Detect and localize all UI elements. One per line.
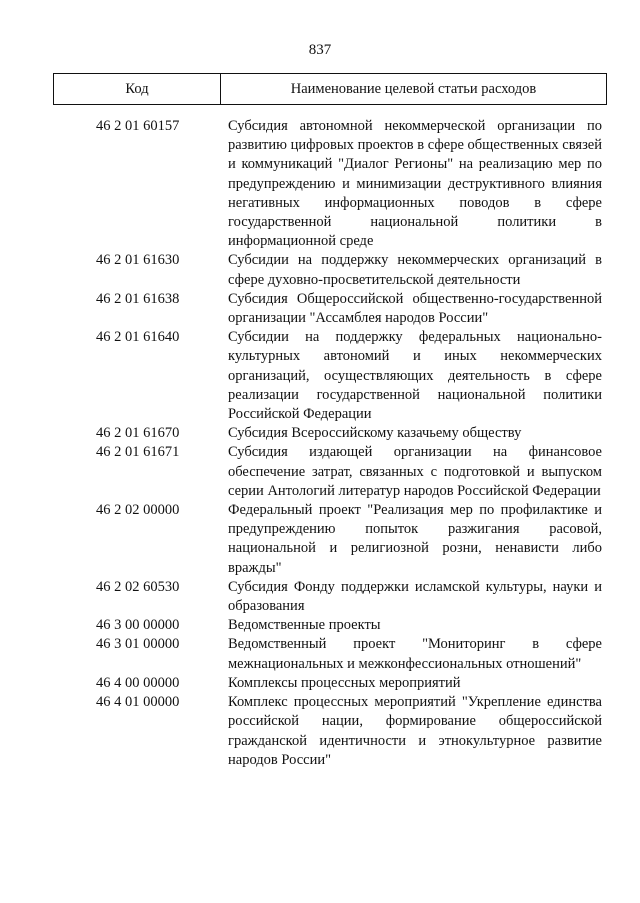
- row-code: 46 2 01 61640: [96, 329, 180, 346]
- row-text: Субсидия Общероссийской общественно-государственной организации "Ассамблея народов России": [228, 290, 602, 327]
- row-code: 46 2 02 60530: [96, 578, 180, 595]
- row-code: 46 3 01 00000: [96, 636, 180, 653]
- table-row: [0, 578, 640, 616]
- table-row: [0, 290, 640, 328]
- row-code: 46 3 00 00000: [96, 617, 180, 634]
- row-text: Субсидии на поддержку некоммерческих организаций в сфере духовно-просветительской деятельности: [228, 252, 602, 288]
- table-row: [0, 117, 640, 251]
- row-text: Субсидия Фонду поддержки исламской культуры, науки и образования: [228, 578, 602, 615]
- table-row: [0, 693, 640, 770]
- table-row: [0, 674, 640, 693]
- row-text: Комплексы процессных мероприятий: [228, 674, 461, 691]
- table-row: [0, 424, 640, 443]
- row-code: 46 4 00 00000: [96, 674, 180, 691]
- row-text: Федеральный проект "Реализация мер по профилактике и предупреждению попыток разжигания расовой, национальной и религиозной розни, ненависти либо вражды": [228, 502, 602, 576]
- row-text: Субсидия Всероссийскому казачьему обществу: [228, 425, 522, 442]
- table-row: [0, 443, 640, 501]
- table-body: [0, 117, 640, 770]
- table-row: [0, 635, 640, 673]
- row-code: 46 2 01 61638: [96, 290, 180, 307]
- row-code: 46 4 01 00000: [96, 694, 180, 711]
- row-text: Субсидия автономной некоммерческой организации по развитию цифровых проектов в сфере общественных связей и коммуникаций "Диалог Регионы" на реализацию мер по предупреждению и минимизации деструктивного влияния негативных информационных поводов в сфере государственной национальной политики в информационной среде: [228, 118, 602, 250]
- row-code: 46 2 01 60157: [96, 118, 180, 134]
- row-text: Ведомственный проект "Мониторинг в сфере межнациональных и межконфессиональных отношений": [228, 636, 602, 672]
- table-row: [0, 328, 640, 424]
- row-text: Субсидии на поддержку федеральных национально-культурных автономий и иных некоммерческих организаций, осуществляющих деятельность в сфере реализации государственной национальной политики Российской Федерации: [228, 329, 602, 423]
- page-number: 837: [308, 42, 332, 58]
- row-code: 46 2 01 61671: [96, 444, 180, 461]
- row-code: 46 2 02 00000: [96, 502, 180, 519]
- row-code: 46 2 01 61630: [96, 252, 180, 269]
- table-row: [0, 501, 640, 578]
- row-text: Субсидия издающей организации на финансовое обеспечение затрат, связанных с подготовкой и выпуском серии Антологий литератур народов Российской Федерации: [228, 444, 602, 499]
- table-row: [0, 251, 640, 289]
- code-column-header: Код: [54, 74, 221, 104]
- table-header: [53, 73, 607, 105]
- row-text: Комплекс процессных мероприятий "Укрепление единства российской нации, формирование общероссийской гражданской идентичности и этнокультурное развитие народов России": [228, 694, 602, 768]
- row-code: 46 2 01 61670: [96, 425, 180, 442]
- row-text: Ведомственные проекты: [228, 617, 381, 634]
- table-row: [0, 616, 640, 635]
- name-column-header: Наименование целевой статьи расходов: [290, 80, 537, 97]
